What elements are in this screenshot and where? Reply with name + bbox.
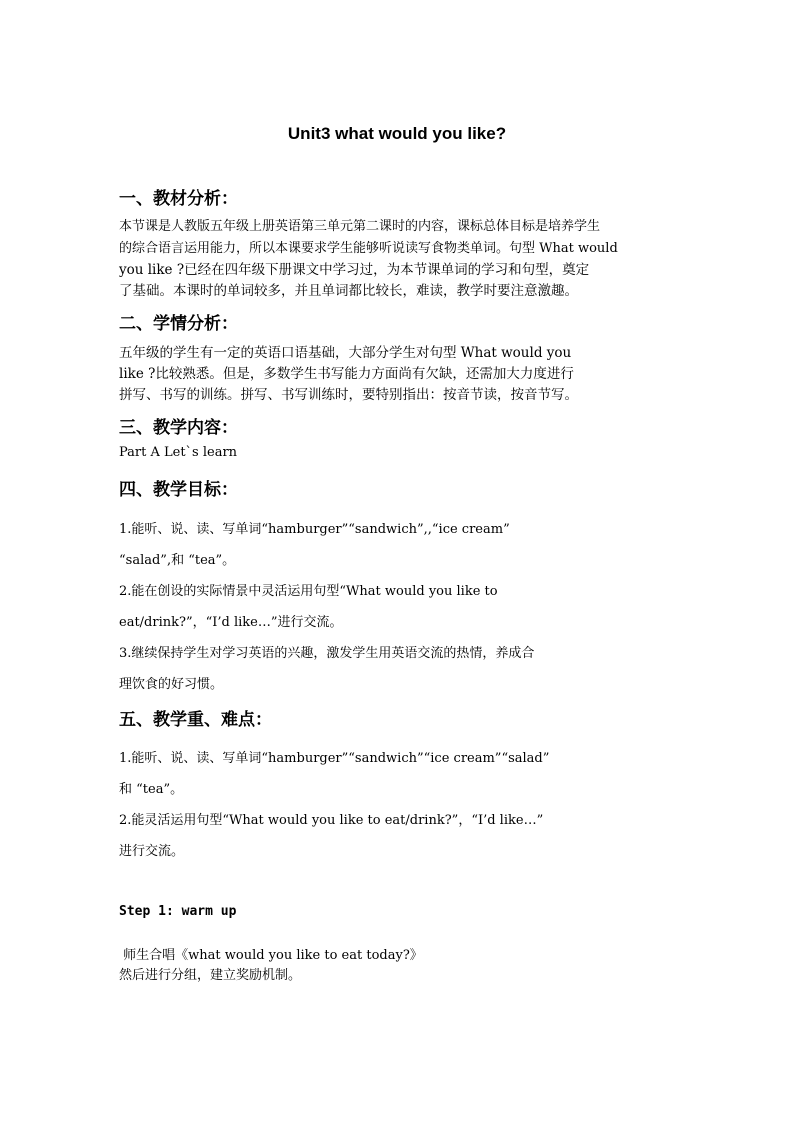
paragraph-line: you like ?已经在四年级下册课文中学习过，为本节课单词的学习和句型，奠定 bbox=[119, 262, 590, 278]
key-point-line: 进行交流。 bbox=[119, 844, 185, 859]
section-heading-teaching-content: 三、教学内容： bbox=[119, 418, 238, 438]
section-heading-key-points: 五、教学重、难点： bbox=[119, 710, 272, 730]
paragraph-line: like ?比较熟悉。但是，多数学生书写能力方面尚有欠缺，还需加大力度进行 bbox=[119, 366, 574, 382]
step-heading-warm-up: Step 1: warm up bbox=[119, 904, 237, 919]
key-point-line: 1.能听、说、读、写单词“hamburger”“sandwich”“ice cream”“salad” bbox=[119, 751, 550, 766]
step-line: 师生合唱《what would you like to eat today?》 bbox=[119, 948, 423, 963]
paragraph-line: 拼写、书写的训练。拼写、书写训练时，要特别指出：按音节读，按音节写。 bbox=[119, 387, 578, 403]
document-title: Unit3 what would you like? bbox=[287, 124, 507, 143]
key-point-line: 2.能灵活运用句型“What would you like to eat/drink?”，“I’d like…” bbox=[119, 813, 544, 828]
paragraph-line: 的综合语言运用能力，所以本课要求学生能够听说读写食物类单词。句型 What would bbox=[119, 241, 618, 256]
objective-line: 2.能在创设的实际情景中灵活运用句型“What would you like to bbox=[119, 584, 498, 599]
objective-line: 1.能听、说、读、写单词“hamburger”“sandwich”,,“ice cream” bbox=[119, 522, 510, 537]
section-heading-textbook-analysis: 一、教材分析： bbox=[119, 189, 238, 209]
objective-line: “salad”,和 “tea”。 bbox=[119, 553, 236, 568]
step-line: 然后进行分组，建立奖励机制。 bbox=[119, 968, 302, 983]
paragraph-line: 本节课是人教版五年级上册英语第三单元第二课时的内容，课标总体目标是培养学生 bbox=[119, 219, 601, 234]
section-heading-student-analysis: 二、学情分析： bbox=[119, 314, 238, 334]
paragraph-line: 五年级的学生有一定的英语口语基础，大部分学生对句型 What would you bbox=[119, 345, 572, 361]
section-heading-teaching-objectives: 四、教学目标： bbox=[119, 480, 238, 500]
objective-line: eat/drink?”，“I’d like…”进行交流。 bbox=[119, 615, 343, 630]
key-point-line: 和 “tea”。 bbox=[119, 782, 184, 797]
objective-line: 3.继续保持学生对学习英语的兴趣，激发学生用英语交流的热情，养成合 bbox=[119, 646, 535, 661]
paragraph-line: 了基础。本课时的单词较多，并且单词都比较长，难读，教学时要注意激趣。 bbox=[119, 283, 578, 299]
teaching-content-line: Part A Let`s learn bbox=[119, 445, 238, 460]
objective-line: 理饮食的好习惯。 bbox=[119, 677, 224, 692]
